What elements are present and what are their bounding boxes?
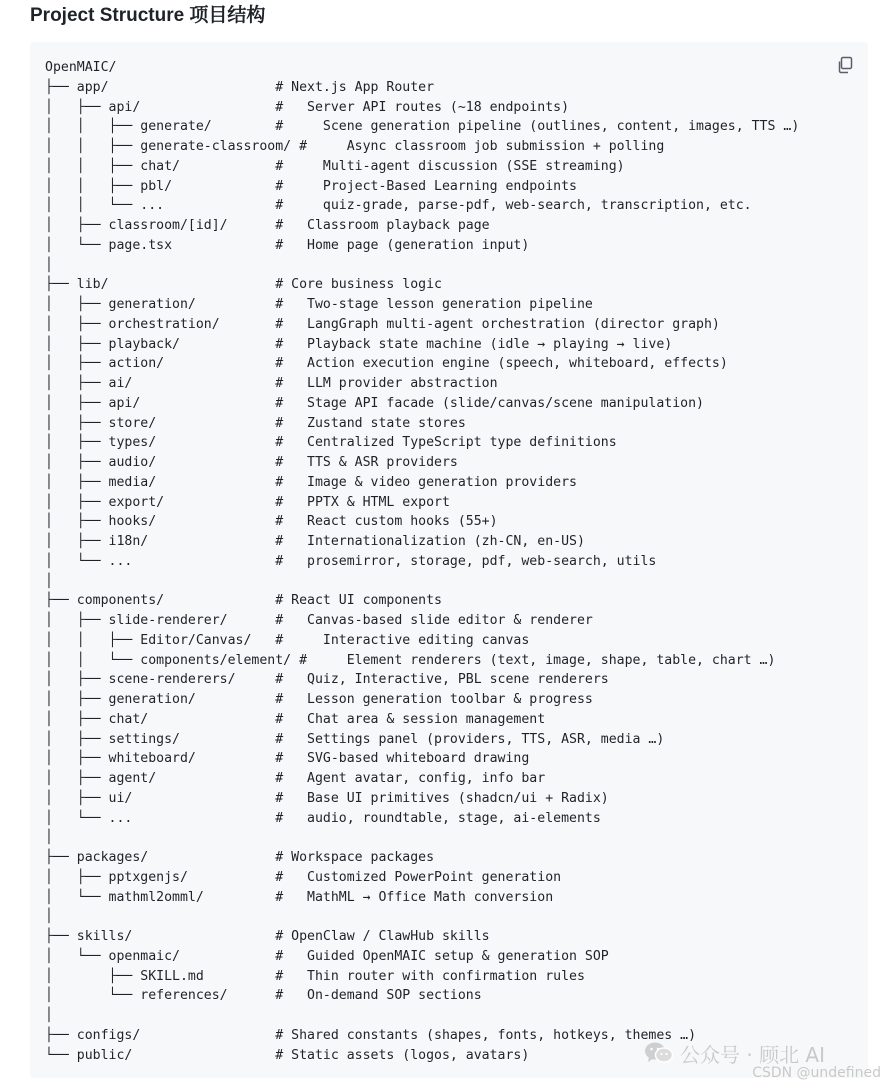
- code-line: │ ├── generation/ # Two-stage lesson generation pipeline: [45, 297, 593, 312]
- code-line: │ └── references/ # On-demand SOP sections: [45, 988, 482, 1004]
- code-line: │ ├── export/ # PPTX & HTML export: [45, 494, 450, 510]
- code-line: ├── lib/ # Core business logic: [45, 277, 442, 293]
- code-line: ├── configs/ # Shared constants (shapes, fonts, hotkeys, themes …): [45, 1027, 697, 1043]
- code-line: │ │ └── components/element/ # Element renderers (text, image, shape, table, chart …): [45, 652, 776, 668]
- code-line: │ └── ... # prosemirror, storage, pdf, web-search, utils: [45, 553, 657, 569]
- code-line: │: [45, 1008, 53, 1023]
- code-line: │ ├── settings/ # Settings panel (providers, TTS, ASR, media …): [45, 731, 665, 747]
- watermark-brand: [644, 1040, 825, 1066]
- code-panel: [30, 42, 868, 1078]
- code-line: │ ├── api/ # Server API routes (~18 endpoints): [45, 99, 570, 115]
- watermark-brand-text: 公众号 · 顾北 AI: [680, 1042, 826, 1067]
- code-line: │ ├── SKILL.md # Thin router with confirmation rules: [45, 968, 585, 984]
- code-line: │ │ ├── chat/ # Multi-agent discussion (SSE streaming): [45, 158, 625, 174]
- code-line: ├── packages/ # Workspace packages: [45, 850, 435, 865]
- copy-icon[interactable]: [836, 56, 854, 74]
- code-line: │ ├── chat/ # Chat area & session management: [45, 711, 546, 727]
- code-line: ├── components/ # React UI components: [45, 593, 442, 609]
- code-line: ├── app/ # Next.js App Router: [45, 79, 435, 95]
- code-line: │ ├── store/ # Zustand state stores: [45, 415, 466, 431]
- code-line: │ │ ├── generate-classroom/ # Async classroom job submission + polling: [45, 139, 665, 154]
- code-line: │ ├── agent/ # Agent avatar, config, info bar: [45, 771, 546, 786]
- code-line: OpenMAIC/: [45, 60, 117, 75]
- code-line: │ ├── api/ # Stage API facade (slide/canvas/scene manipulation): [45, 395, 704, 411]
- code-line: │ │ ├── Editor/Canvas/ # Interactive editing canvas: [45, 632, 530, 648]
- code-line: │: [45, 257, 53, 273]
- code-line: │: [45, 830, 53, 846]
- code-line: │: [45, 909, 53, 925]
- directory-tree: [45, 58, 799, 1065]
- code-line: │: [45, 573, 53, 589]
- code-line: │ ├── generation/ # Lesson generation toolbar & progress: [45, 692, 593, 707]
- code-line: │ ├── playback/ # Playback state machine (idle → playing → live): [45, 336, 673, 352]
- code-line: │ ├── pptxgenjs/ # Customized PowerPoint generation: [45, 869, 562, 885]
- watermark-site: CSDN @undefined: [752, 1065, 881, 1081]
- code-line: │ └── openmaic/ # Guided OpenMAIC setup & generation SOP: [45, 948, 609, 964]
- copy-button[interactable]: [836, 56, 854, 74]
- code-line: │ └── page.tsx # Home page (generation input): [45, 237, 530, 253]
- code-line: │ ├── ai/ # LLM provider abstraction: [45, 376, 498, 391]
- code-line: │ └── mathml2omml/ # MathML → Office Math conversion: [45, 889, 554, 905]
- code-line: │ ├── audio/ # TTS & ASR providers: [45, 455, 458, 470]
- code-line: │ ├── classroom/[id]/ # Classroom playback page: [45, 218, 490, 233]
- code-line: │ │ ├── generate/ # Scene generation pipeline (outlines, content, images, TTS …): [45, 119, 800, 135]
- code-line: │ ├── types/ # Centralized TypeScript type definitions: [45, 435, 617, 451]
- code-line: ├── skills/ # OpenClaw / ClawHub skills: [45, 929, 490, 944]
- code-line: │ ├── hooks/ # React custom hooks (55+): [45, 514, 498, 530]
- page-heading: Project Structure 项目结构: [30, 5, 266, 26]
- code-line: │ ├── orchestration/ # LangGraph multi-agent orchestration (director graph): [45, 316, 720, 332]
- code-line: │ │ └── ... # quiz-grade, parse-pdf, web-search, transcription, etc.: [45, 198, 752, 214]
- code-line: │ ├── slide-renderer/ # Canvas-based slide editor & renderer: [45, 613, 593, 628]
- code-line: │ ├── scene-renderers/ # Quiz, Interactive, PBL scene renderers: [45, 672, 609, 688]
- code-line: │ ├── action/ # Action execution engine (speech, whiteboard, effects): [45, 356, 728, 372]
- code-line: │ ├── i18n/ # Internationalization (zh-CN, en-US): [45, 534, 585, 549]
- code-line: │ ├── whiteboard/ # SVG-based whiteboard drawing: [45, 751, 530, 767]
- code-line: │ ├── media/ # Image & video generation providers: [45, 474, 577, 490]
- code-line: │ ├── ui/ # Base UI primitives (shadcn/ui + Radix): [45, 790, 609, 806]
- code-line: └── public/ # Static assets (logos, avatars): [45, 1047, 530, 1063]
- code-line: │ │ ├── pbl/ # Project-Based Learning endpoints: [45, 178, 577, 194]
- code-line: │ └── ... # audio, roundtable, stage, ai-elements: [45, 810, 601, 826]
- wechat-icon: [644, 1041, 674, 1065]
